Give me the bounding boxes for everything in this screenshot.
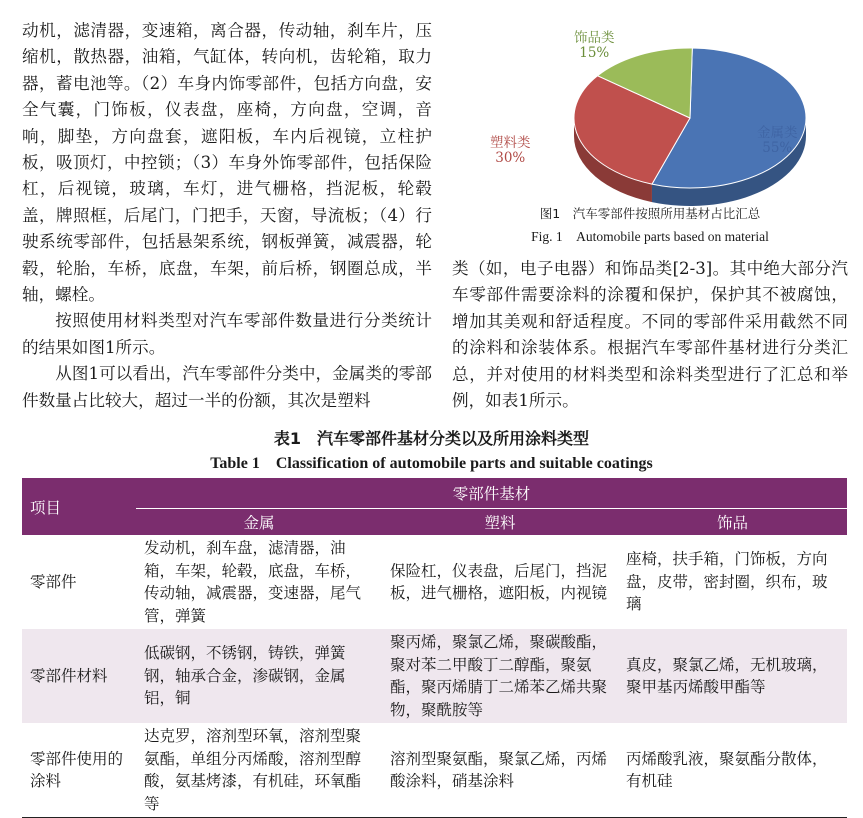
table-1: [22, 478, 847, 818]
paragraph-2: 按照使用材料类型对汽车零部件数量进行分类统计的结果如图1所示。: [22, 311, 432, 357]
table-cell: 低碳钢，不锈钢，铸铁，弹簧钢，轴承合金，渗碳钢，金属铝，铜: [136, 629, 382, 723]
paragraph-3: 从图1可以看出，汽车零部件分类中，金属类的零部件数量占比较大，超过一半的份额，其次是塑料: [22, 364, 432, 410]
table-title-en: Table 1 Classification of automobile parts and suitable coatings: [210, 455, 653, 472]
table-cell: 保险杠，仪表盘，后尾门，挡泥板，进气栅格，遮阳板，内视镜: [390, 561, 608, 602]
table-cell: 发动机，刹车盘，滤清器，油箱，车架，轮毂，底盘，车桥，传动轴，减震器，变速器，尾气管，弹簧: [144, 539, 362, 625]
header-accessories: 饰品: [618, 508, 847, 535]
slice-label-accessories: 饰品类 15%: [574, 30, 615, 61]
header-plastic: 塑料: [382, 508, 618, 535]
slice-label-plastic: 塑料类 30%: [490, 135, 531, 166]
table-cell: 座椅，扶手箱，门饰板，方向盘，皮带，密封圈，织布，玻璃: [626, 550, 828, 614]
table-cell: 丙烯酸乳液，聚氨酯分散体，有机硅: [618, 723, 847, 818]
row-label: 零部件: [30, 572, 77, 591]
table-row: [22, 535, 847, 629]
slice-label-metal: 金属类 55%: [757, 125, 798, 156]
table-cell: 聚丙烯，聚氯乙烯，聚碳酸酯，聚对苯二甲酸丁二醇酯，聚氨酯，聚丙烯腈丁二烯苯乙烯共聚物，聚酰胺等: [382, 629, 618, 723]
left-column: [22, 18, 432, 414]
figure-caption-cn: 图1 汽车零部件按照所用基材占比汇总: [539, 206, 761, 221]
figure-caption-en: Fig. 1 Automobile parts based on material: [531, 229, 769, 244]
header-metal: 金属: [136, 508, 382, 535]
header-group: 零部件基材: [136, 478, 847, 508]
table-row: [22, 629, 847, 723]
row-label: 零部件材料: [22, 629, 136, 723]
table-cell: 真皮，聚氯乙烯，无机玻璃，聚甲基丙烯酸甲酯等: [618, 629, 847, 723]
table-cell: 达克罗，溶剂型环氧，溶剂型聚氨酯，单组分丙烯酸，溶剂型醇酸，氨基烤漆，有机硅，环氧酯等: [136, 723, 382, 818]
table-row: [22, 723, 847, 818]
paragraph-1: 动机，滤清器，变速箱，离合器，传动轴，刹车片，压缩机，散热器，油箱，气缸体，转向机，齿轮箱，取力器，蓄电池等。（2）车身内饰零部件，包括方向盘，安全气囊，门饰板，仪表盘，座椅，方向盘，空调，音响，脚垫，方向盘套，遮阳板，车内后视镜，立柱护板，吸顶灯，中控锁；（3）车身外饰零部件，包括保险杠，后视镜，玻璃，车灯，进气栅格，挡泥板，轮毂盖，牌照框，后尾门，门把手，天窗，导流板；（4）行驶系统零部件，包括悬架系统，钢板弹簧，减震器，轮毂，轮胎，车桥，底盘，车架，前后桥，钢圈总成，半轴，螺栓。: [22, 21, 432, 305]
table-cell: 溶剂型聚氨酯，聚氯乙烯，丙烯酸涂料，硝基涂料: [382, 723, 618, 818]
row-label: 零部件使用的涂料: [22, 723, 136, 818]
right-paragraph: 类（如，电子电器）和饰品类[2-3]。其中绝大部分汽车零部件需要涂料的涂覆和保护，保护其不被腐蚀，增加其美观和舒适程度。不同的零部件采用截然不同的涂料和涂装体系。根据汽车零部件基材进行分类汇总，并对使用的材料类型和涂料类型进行了汇总和举例，如表1所示。: [452, 259, 848, 411]
pie-chart: [452, 18, 848, 246]
figure-1: [452, 18, 848, 246]
table-title-cn: 表1 汽车零部件基材分类以及所用涂料类型: [273, 429, 590, 448]
header-item: 项目: [22, 478, 136, 535]
